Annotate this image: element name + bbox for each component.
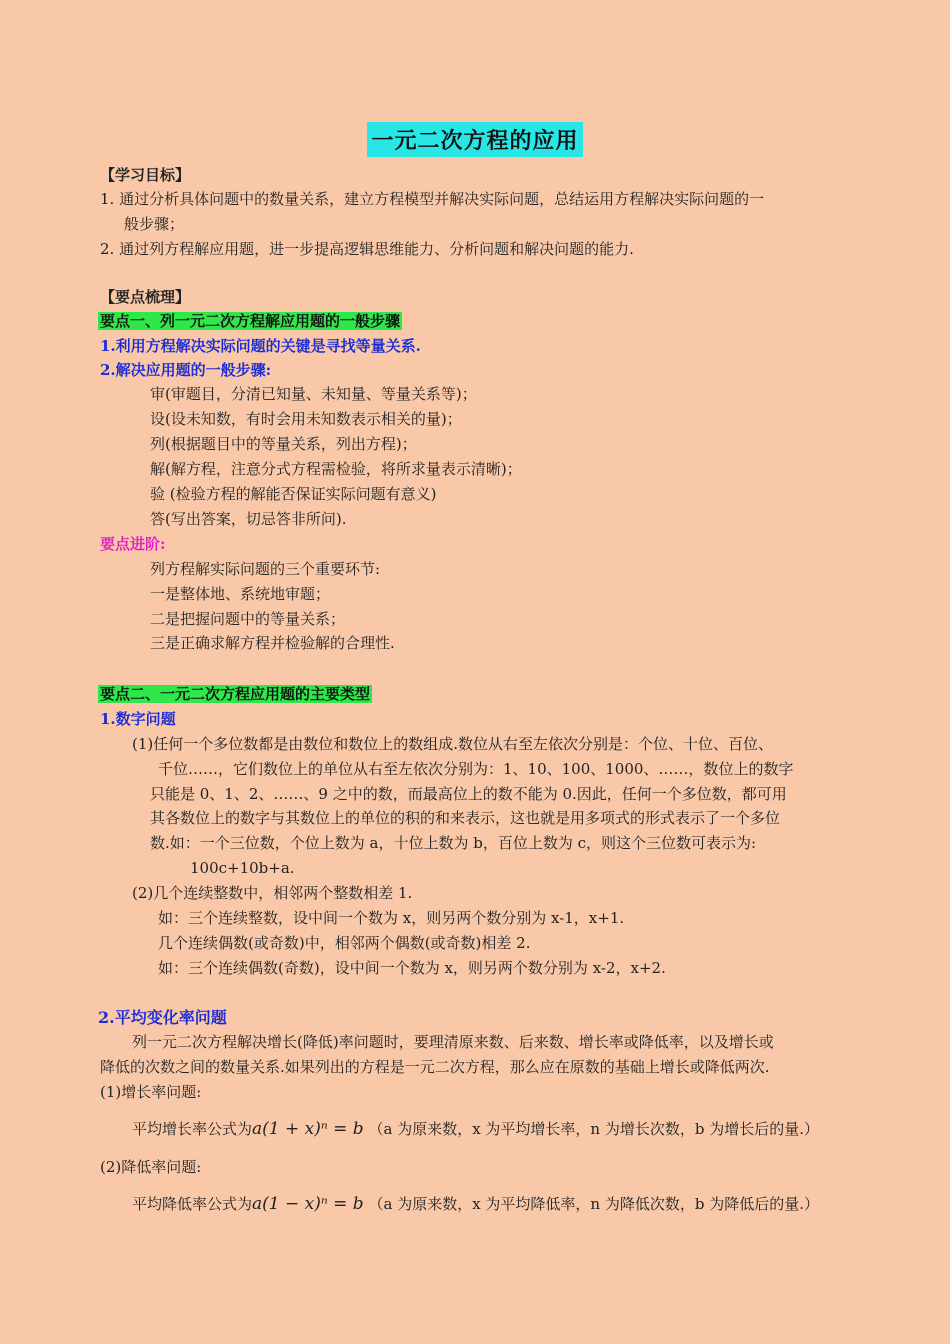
advanced-1: 列方程解实际问题的三个重要环节: [150, 560, 381, 578]
step-2: 设(设未知数，有时会用未知数表示相关的量)； [150, 410, 462, 428]
number-line-1: (1)任何一个多位数都是由数位和数位上的数组成.数位从右至左依次分别是：个位、十位、百位、 [132, 735, 774, 753]
number-line-2: 千位……，它们数位上的单位从右至左依次分别为：1、10、100、1000、……，数位上的数字 [158, 760, 794, 778]
point2-heading: 要点二、一元二次方程应用题的主要类型 [100, 685, 371, 703]
drop-note: （a 为原来数，x 为平均降低率，n 为降低次数，b 为降低后的量.） [368, 1195, 819, 1213]
point1-sub1: 1.利用方程解决实际问题的关键是寻找等量关系. [100, 337, 421, 355]
drop-formula-line [132, 1193, 819, 1215]
number-line-3: 只能是 0、1、2、……、9 之中的数，而最高位上的数不能为 0.因此，任何一个多位数，都可用 [150, 785, 787, 803]
rate-problem-heading: 2.平均变化率问题 [98, 1008, 227, 1027]
point1-sub2: 2.解决应用题的一般步骤: [100, 361, 272, 379]
growth-label: (1)增长率问题: [100, 1083, 202, 1101]
step-5: 验 (检验方程的解能否保证实际问题有意义) [150, 485, 437, 503]
step-3: 列(根据题目中的等量关系，列出方程)； [150, 435, 417, 453]
growth-note: （a 为原来数，x 为平均增长率，n 为增长次数，b 为增长后的量.） [368, 1120, 819, 1138]
rate-line-2: 降低的次数之间的数量关系.如果列出的方程是一元二次方程，那么应在原数的基础上增长或降低两次. [100, 1058, 770, 1076]
goal-item-1a: 1. 通过分析具体问题中的数量关系，建立方程模型并解决实际问题，总结运用方程解决实际问题的一 [100, 190, 765, 208]
rate-line-1: 列一元二次方程解决增长(降低)率问题时，要理清原来数、后来数、增长率或降低率，以及增长或 [132, 1033, 774, 1051]
growth-prefix: 平均增长率公式为 [132, 1120, 253, 1138]
step-1: 审(审题目，分清已知量、未知量、等量关系等)； [150, 385, 477, 403]
number-line-8: 如：三个连续整数，设中间一个数为 x，则另两个数分别为 x-1，x+1. [158, 909, 625, 927]
advanced-3: 二是把握问题中的等量关系； [150, 610, 346, 628]
growth-formula-line [132, 1118, 819, 1140]
advanced-label: 要点进阶: [100, 535, 166, 553]
point1-heading: 要点一、列一元二次方程解应用题的一般步骤 [100, 312, 401, 330]
drop-formula: a(1 − x)ⁿ = b [252, 1194, 364, 1214]
step-6: 答(写出答案，切忌答非所问). [150, 510, 347, 528]
number-line-6: 100c+10b+a. [190, 859, 295, 877]
drop-label: (2)降低率问题: [100, 1158, 202, 1176]
page-title: 一元二次方程的应用 [367, 122, 582, 157]
number-line-7: (2)几个连续整数中，相邻两个整数相差 1. [132, 884, 413, 902]
number-line-10: 如：三个连续偶数(奇数)，设中间一个数为 x，则另两个数分别为 x-2，x+2. [158, 959, 666, 977]
step-4: 解(解方程，注意分式方程需检验，将所求量表示清晰)； [150, 460, 522, 478]
number-problem-heading: 1.数字问题 [100, 710, 176, 728]
drop-prefix: 平均降低率公式为 [132, 1195, 253, 1213]
goals-heading: 【学习目标】 [100, 166, 191, 184]
number-line-9: 几个连续偶数(或奇数)中，相邻两个偶数(或奇数)相差 2. [158, 934, 531, 952]
points-heading: 【要点梳理】 [100, 288, 191, 306]
number-line-4: 其各数位上的数字与其数位上的单位的积的和来表示，这也就是用多项式的形式表示了一个多位 [150, 809, 781, 827]
number-line-5: 数.如：一个三位数，个位上数为 a，十位上数为 b，百位上数为 c，则这个三位数可表示为: [150, 834, 757, 852]
goal-item-1b: 般步骤； [124, 215, 185, 233]
advanced-2: 一是整体地、系统地审题； [150, 585, 331, 603]
growth-formula: a(1 + x)ⁿ = b [252, 1119, 364, 1139]
advanced-4: 三是正确求解方程并检验解的合理性. [150, 634, 395, 652]
title-container [0, 122, 950, 157]
goal-item-2: 2. 通过列方程解应用题，进一步提高逻辑思维能力、分析问题和解决问题的能力. [100, 240, 634, 258]
